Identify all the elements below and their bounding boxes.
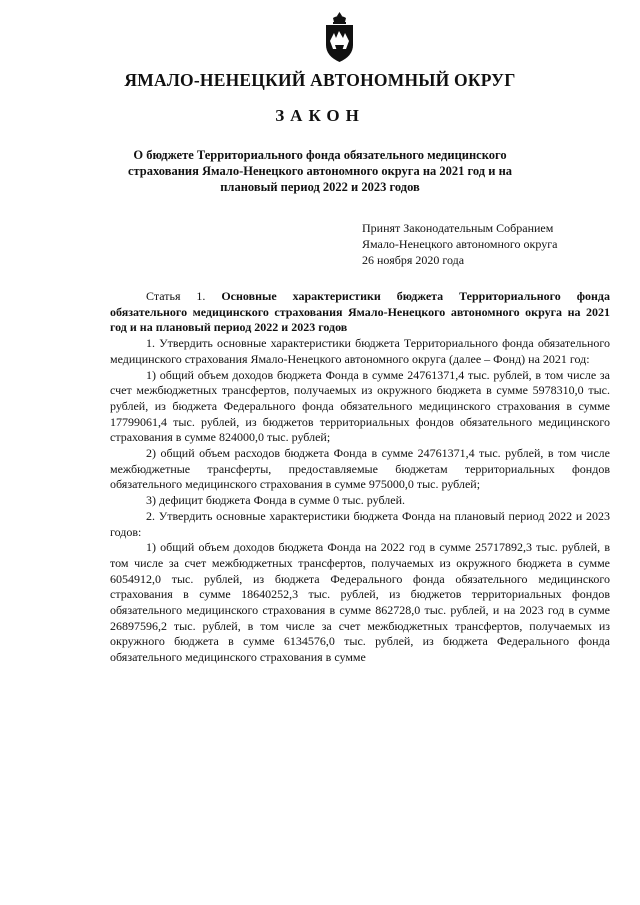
- paragraph: 2) общий объем расходов бюджета Фонда в сумме 24761371,4 тыс. рублей, в том числе межбюджетные трансферты, предоставляемые бюджетам территориальных фондов обязательного медицинского страхования в сумме 975000,0 тыс. рублей;: [110, 446, 610, 492]
- coat-of-arms-icon: [322, 11, 357, 63]
- law-body: [110, 289, 610, 666]
- region-heading: ЯМАЛО-НЕНЕЦКИЙ АВТОНОМНЫЙ ОКРУГ: [124, 70, 516, 90]
- paragraph: 1) общий объем доходов бюджета Фонда в сумме 24761371,4 тыс. рублей, в том числе за счет межбюджетных трансфертов, получаемых из окружного бюджета в сумме 5978310,0 тыс. рублей, из бюджета Федерального фонда обязательного медицинского страхования в сумме 17799061,4 тыс. рублей, из бюджетов территориальных фондов обязательного медицинского страхования в сумме 824000,0 тыс. рублей;: [110, 367, 610, 445]
- paragraph: 2. Утвердить основные характеристики бюджета Фонда на плановый период 2022 и 2023 годов:: [110, 508, 610, 539]
- law-subject-title: О бюджете Территориального фонда обязательного медицинского страхования Ямало-Ненецкого автономного округа на 2021 год и на плановый период 2022 и 2023 годов: [127, 148, 513, 194]
- paragraph: 3) дефицит бюджета Фонда в сумме 0 тыс. рублей.: [146, 493, 405, 508]
- adoption-date: 26 ноября 2020 года: [362, 253, 465, 267]
- document-type-heading: ЗАКОН: [275, 106, 365, 125]
- adoption-line-1: Принят Законодательным Собранием: [362, 221, 554, 235]
- adoption-line-2: Ямало-Ненецкого автономного округа: [362, 237, 558, 251]
- adoption-note: [362, 220, 612, 268]
- paragraph: 1. Утвердить основные характеристики бюджета Территориального фонда обязательного медицинского страхования Ямало-Ненецкого автономного округа (далее – Фонд) на 2021 год:: [110, 336, 610, 366]
- paragraph: 1) общий объем доходов бюджета Фонда на 2022 год в сумме 25717892,3 тыс. рублей, в том числе за счет межбюджетных трансфертов, получаемых из окружного бюджета в сумме 6054912,0 тыс. рублей, из бюджета Федерального фонда обязательного медицинского страхования в сумме 18640252,3 тыс. рублей, из бюджетов территориальных фондов обязательного медицинского страхования в сумме 862728,0 тыс. рублей, и на 2023 год в сумме 26897596,2 тыс. рублей, в том числе за счет межбюджетных трансфертов, получаемых из окружного бюджета в сумме 6134576,0 тыс. рублей, из бюджета Федерального фонда обязательного медицинского страхования в сумме: [110, 540, 610, 665]
- article-title: Основные характеристики бюджета Территориального фонда обязательного медицинского страхования Ямало-Ненецкого автономного округа на 2021 год и на плановый период 2022 и 2023 годов: [110, 289, 610, 335]
- article-heading: [110, 289, 610, 336]
- article-label: Статья 1.: [146, 289, 206, 303]
